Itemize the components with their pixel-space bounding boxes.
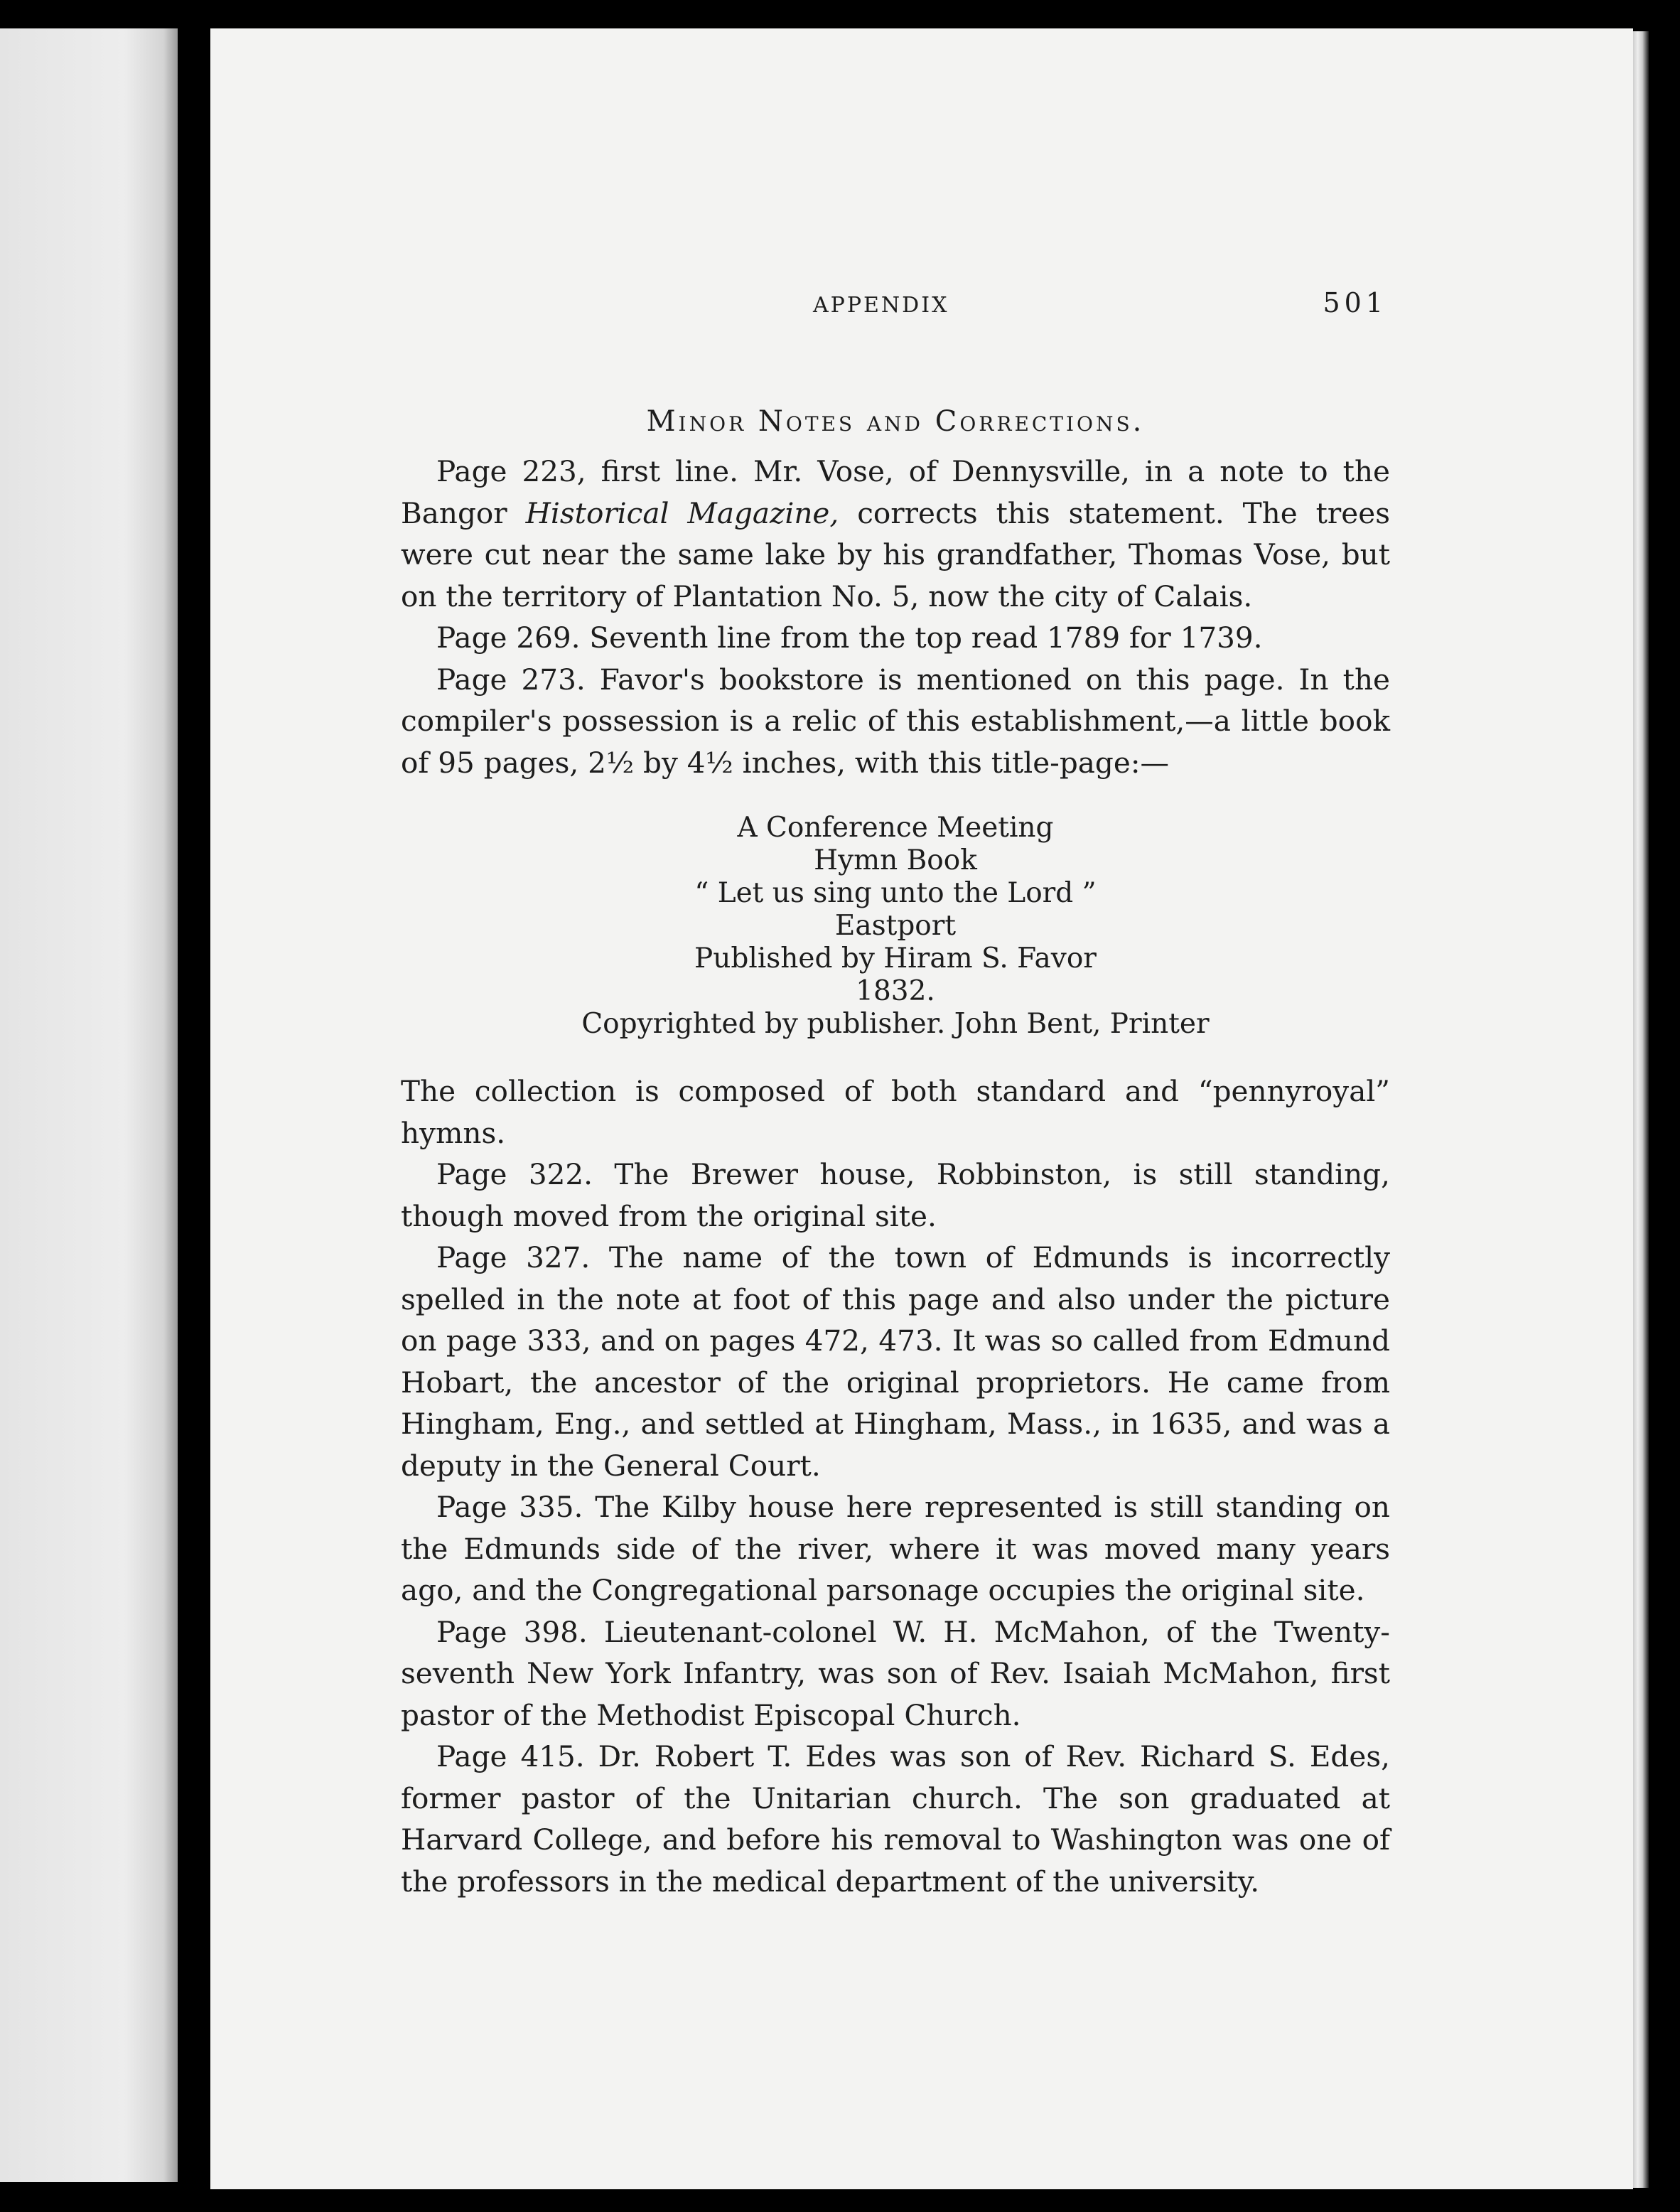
title-page-line: “ Let us sing unto the Lord ” [694, 877, 1097, 909]
collection-note: The collection is composed of both standard and “pennyroyal” hymns. [401, 1074, 1390, 1150]
facing-page-edge [0, 28, 178, 2182]
title-page-line: A Conference Meeting [737, 812, 1054, 844]
note-page-327: Page 327. The name of the town of Edmunds is incorrectly spelled in the note at foot of this page and also under the picture on page 333, and on pages 472, 473. It was so called from Edmund Hobart, the ancestor of the original proprietors. He came from Hingham, Eng., and settled at Hingham, Mass., in 1635, and was a deputy in the General Court. [401, 1240, 1390, 1483]
section-title: Minor Notes and Corrections. [646, 405, 1145, 438]
note-page-322: Page 322. The Brewer house, Robbinston, is still standing, though moved from the original site. [401, 1157, 1390, 1233]
note-text: Page 223, first line. Mr. Vose, of Dennysville, in a note to the Bangor [401, 454, 1390, 530]
note-page-398: Page 398. Lieutenant-colonel W. H. McMahon, of the Twenty-seventh New York Infantry, was son of Rev. Isaiah McMahon, first pastor of the Methodist Episcopal Church. [401, 1614, 1390, 1732]
title-page-line: Eastport [834, 910, 957, 942]
page-number: 501 [1323, 287, 1387, 318]
note-page-269: Page 269. Seventh line from the top read 1789 for 1739. [436, 621, 1263, 655]
page-text [401, 284, 1390, 1902]
title-page-line: 1832. [856, 975, 935, 1007]
note-page-415: Page 415. Dr. Robert T. Edes was son of Rev. Richard S. Edes, former pastor of the Unitarian church. The son graduated at Harvard College, and before his removal to Washington was one of the professors in the medical department of the university. [401, 1739, 1390, 1899]
quoted-title-page [401, 812, 1390, 1041]
title-page-line: Published by Hiram S. Favor [694, 943, 1097, 975]
journal-title: Historical Magazine, [525, 495, 839, 530]
page-fore-edge [1633, 31, 1649, 2188]
note-page-223 [401, 451, 1390, 617]
page-header [401, 284, 1390, 327]
title-page-line: Hymn Book [814, 844, 977, 876]
note-text: corrects this statement. The trees were cut near the same lake by his grandfather, Thomas Vose, but on the territory of Plantation No. 5, now the city of Calais. [401, 495, 1390, 613]
title-page-line: Copyrighted by publisher. John Bent, Printer [581, 1008, 1210, 1040]
running-head: APPENDIX [813, 293, 949, 318]
note-page-335: Page 335. The Kilby house here represented is still standing on the Edmunds side of the river, where it was moved many years ago, and the Congregational parsonage occupies the original site. [401, 1490, 1390, 1607]
note-page-273: Page 273. Favor's bookstore is mentioned on this page. In the compiler's possession is a relic of this establishment,—a little book of 95 pages, 2½ by 4½ inches, with this title-page:— [401, 662, 1390, 780]
